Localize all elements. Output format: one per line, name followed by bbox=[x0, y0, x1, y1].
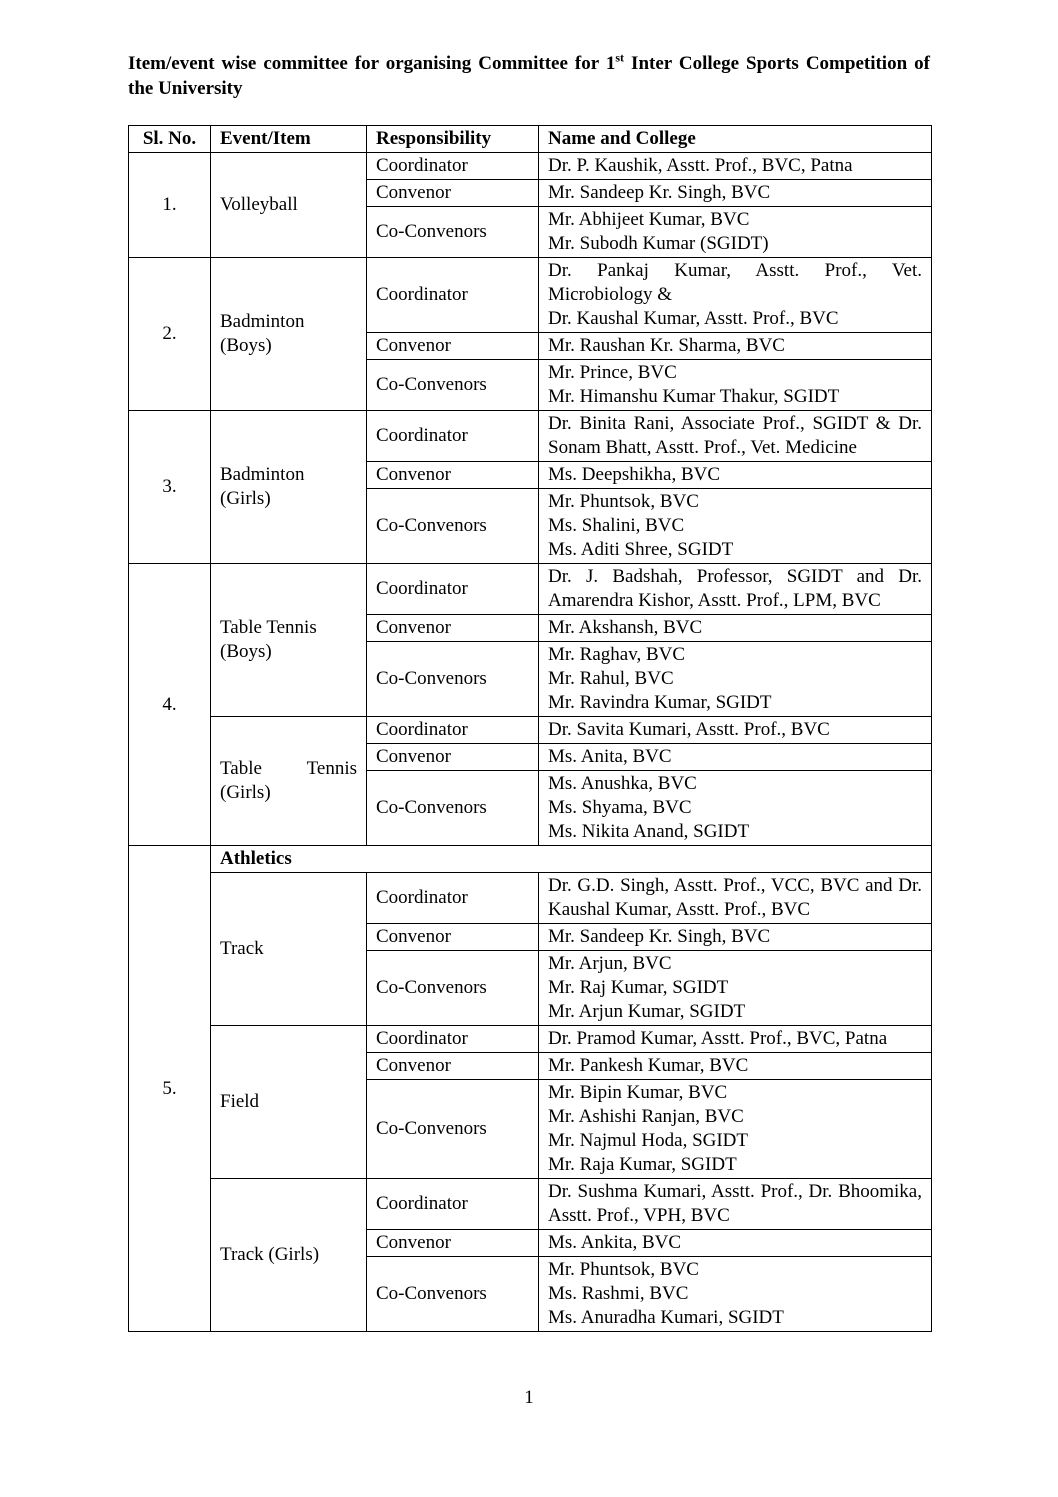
table-header-row bbox=[129, 126, 932, 153]
header-name-college: Name and College bbox=[539, 126, 932, 153]
name-college: Mr. Raushan Kr. Sharma, BVC bbox=[539, 333, 932, 360]
name-college: Mr. Arjun, BVC Mr. Raj Kumar, SGIDT Mr. Arjun Kumar, SGIDT bbox=[539, 951, 932, 1026]
serial-number: 5. bbox=[129, 846, 211, 1332]
name-college: Mr. Sandeep Kr. Singh, BVC bbox=[539, 924, 932, 951]
responsibility: Co-Convenors bbox=[367, 771, 539, 846]
table-row bbox=[129, 564, 932, 615]
responsibility: Co-Convenors bbox=[367, 489, 539, 564]
header-event-item: Event/Item bbox=[211, 126, 367, 153]
table-row bbox=[129, 1179, 932, 1230]
table-row bbox=[129, 258, 932, 333]
page-number: 1 bbox=[524, 1387, 534, 1408]
responsibility: Co-Convenors bbox=[367, 951, 539, 1026]
responsibility: Co-Convenors bbox=[367, 207, 539, 258]
responsibility: Convenor bbox=[367, 462, 539, 489]
table-row bbox=[129, 717, 932, 744]
table-row bbox=[129, 873, 932, 924]
event-name: Track (Girls) bbox=[211, 1179, 367, 1332]
section-heading-athletics: Athletics bbox=[211, 846, 932, 873]
event-name: Track bbox=[211, 873, 367, 1026]
responsibility: Coordinator bbox=[367, 1026, 539, 1053]
responsibility: Convenor bbox=[367, 180, 539, 207]
committee-table bbox=[128, 125, 932, 1332]
responsibility: Coordinator bbox=[367, 258, 539, 333]
event-name: Volleyball bbox=[211, 153, 367, 258]
document-title: Item/event wise committee for organising Committee for 1st Inter College Sports Competition of the University bbox=[128, 50, 930, 99]
name-college: Dr. Sushma Kumari, Asstt. Prof., Dr. Bhoomika, Asstt. Prof., VPH, BVC bbox=[539, 1179, 932, 1230]
name-college: Dr. Savita Kumari, Asstt. Prof., BVC bbox=[539, 717, 932, 744]
name-college: Dr. G.D. Singh, Asstt. Prof., VCC, BVC and Dr. Kaushal Kumar, Asstt. Prof., BVC bbox=[539, 873, 932, 924]
name-college: Dr. P. Kaushik, Asstt. Prof., BVC, Patna bbox=[539, 153, 932, 180]
name-college: Mr. Phuntsok, BVC Ms. Rashmi, BVC Ms. Anuradha Kumari, SGIDT bbox=[539, 1257, 932, 1332]
name-college: Ms. Ankita, BVC bbox=[539, 1230, 932, 1257]
responsibility: Co-Convenors bbox=[367, 1257, 539, 1332]
table-row bbox=[129, 846, 932, 873]
serial-number: 2. bbox=[129, 258, 211, 411]
title-superscript: st bbox=[615, 50, 625, 65]
responsibility: Convenor bbox=[367, 924, 539, 951]
name-college: Mr. Bipin Kumar, BVC Mr. Ashishi Ranjan, BVC Mr. Najmul Hoda, SGIDT Mr. Raja Kumar, SGIDT bbox=[539, 1080, 932, 1179]
responsibility: Convenor bbox=[367, 744, 539, 771]
responsibility: Coordinator bbox=[367, 564, 539, 615]
name-college: Mr. Pankesh Kumar, BVC bbox=[539, 1053, 932, 1080]
responsibility: Coordinator bbox=[367, 153, 539, 180]
event-name: Badminton (Boys) bbox=[211, 258, 367, 411]
responsibility: Convenor bbox=[367, 1053, 539, 1080]
serial-number: 4. bbox=[129, 564, 211, 846]
responsibility: Co-Convenors bbox=[367, 360, 539, 411]
responsibility: Coordinator bbox=[367, 1179, 539, 1230]
event-name: Table Tennis (Boys) bbox=[211, 564, 367, 717]
name-college: Mr. Prince, BVC Mr. Himanshu Kumar Thakur, SGIDT bbox=[539, 360, 932, 411]
name-college: Ms. Anushka, BVC Ms. Shyama, BVC Ms. Nikita Anand, SGIDT bbox=[539, 771, 932, 846]
event-name: Badminton (Girls) bbox=[211, 411, 367, 564]
name-college: Ms. Anita, BVC bbox=[539, 744, 932, 771]
name-college: Dr. J. Badshah, Professor, SGIDT and Dr. Amarendra Kishor, Asstt. Prof., LPM, BVC bbox=[539, 564, 932, 615]
event-name: Table Tennis (Girls) bbox=[211, 717, 367, 846]
name-college: Ms. Deepshikha, BVC bbox=[539, 462, 932, 489]
name-college: Dr. Binita Rani, Associate Prof., SGIDT & Dr. Sonam Bhatt, Asstt. Prof., Vet. Medicine bbox=[539, 411, 932, 462]
responsibility: Coordinator bbox=[367, 873, 539, 924]
name-college: Mr. Akshansh, BVC bbox=[539, 615, 932, 642]
name-college: Mr. Phuntsok, BVC Ms. Shalini, BVC Ms. Aditi Shree, SGIDT bbox=[539, 489, 932, 564]
name-college: Mr. Raghav, BVC Mr. Rahul, BVC Mr. Ravindra Kumar, SGIDT bbox=[539, 642, 932, 717]
serial-number: 1. bbox=[129, 153, 211, 258]
table-row bbox=[129, 1026, 932, 1053]
responsibility: Convenor bbox=[367, 615, 539, 642]
table-row bbox=[129, 411, 932, 462]
name-college: Dr. Pramod Kumar, Asstt. Prof., BVC, Patna bbox=[539, 1026, 932, 1053]
table-row bbox=[129, 153, 932, 180]
responsibility: Convenor bbox=[367, 333, 539, 360]
event-name: Field bbox=[211, 1026, 367, 1179]
header-responsibility: Responsibility bbox=[367, 126, 539, 153]
name-college: Dr. Pankaj Kumar, Asstt. Prof., Vet. Microbiology & Dr. Kaushal Kumar, Asstt. Prof., BVC bbox=[539, 258, 932, 333]
responsibility: Convenor bbox=[367, 1230, 539, 1257]
responsibility: Co-Convenors bbox=[367, 642, 539, 717]
responsibility: Coordinator bbox=[367, 411, 539, 462]
serial-number: 3. bbox=[129, 411, 211, 564]
name-college: Mr. Sandeep Kr. Singh, BVC bbox=[539, 180, 932, 207]
responsibility: Co-Convenors bbox=[367, 1080, 539, 1179]
header-sl-no: Sl. No. bbox=[129, 126, 211, 153]
responsibility: Coordinator bbox=[367, 717, 539, 744]
name-college: Mr. Abhijeet Kumar, BVC Mr. Subodh Kumar (SGIDT) bbox=[539, 207, 932, 258]
